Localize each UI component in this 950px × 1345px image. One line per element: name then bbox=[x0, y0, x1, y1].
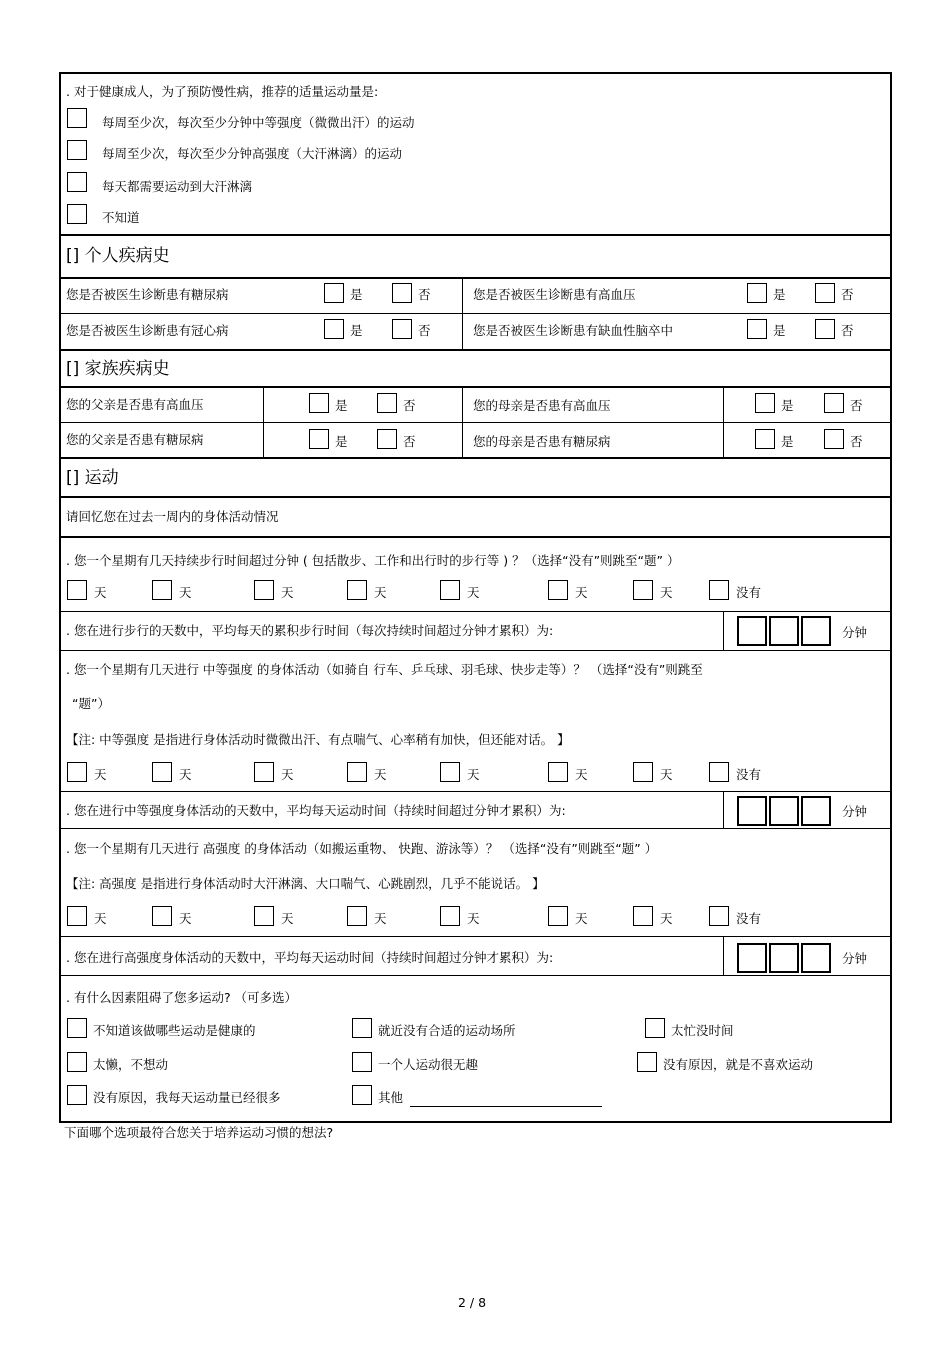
table-bottom-border bbox=[59, 1121, 892, 1123]
barrier-other-label: 其他 bbox=[378, 1090, 404, 1105]
day-label: 天 bbox=[94, 585, 107, 600]
day-checkbox[interactable] bbox=[440, 906, 460, 926]
day-label: 天 bbox=[179, 767, 192, 782]
day-checkbox[interactable] bbox=[67, 906, 87, 926]
no-label: 否 bbox=[403, 434, 416, 449]
no-checkbox[interactable] bbox=[392, 283, 412, 303]
father-diabetes-question: 您的父亲是否患有糖尿病 bbox=[66, 432, 204, 447]
table-top-border bbox=[59, 72, 892, 74]
none-label: 没有 bbox=[736, 767, 762, 782]
walk-time-question: . 您在进行步行的天数中，平均每天的累积步行时间（每次持续时间超过分钟才累积）为: bbox=[66, 623, 554, 638]
day-checkbox[interactable] bbox=[440, 580, 460, 600]
barrier-checkbox[interactable] bbox=[67, 1052, 87, 1072]
personal-stroke-question: 您是否被医生诊断患有缺血性脑卒中 bbox=[473, 323, 674, 338]
day-label: 天 bbox=[281, 767, 294, 782]
none-label: 没有 bbox=[736, 585, 762, 600]
row-divider bbox=[59, 650, 892, 651]
none-label: 没有 bbox=[736, 911, 762, 926]
barrier-label: 太懒，不想动 bbox=[93, 1057, 169, 1072]
walk-days-question: . 您一个星期有几天持续步行时间超过分钟 ( 包括散步、工作和出行时的步行等 ) ？（选择“没有”则跳至“题” ） bbox=[66, 553, 680, 568]
day-checkbox[interactable] bbox=[254, 580, 274, 600]
barriers-question: . 有什么因素阻碍了您多运动? （可多选） bbox=[66, 990, 298, 1005]
guideline-option-checkbox[interactable] bbox=[67, 204, 87, 224]
day-label: 天 bbox=[374, 911, 387, 926]
guideline-option-checkbox[interactable] bbox=[67, 172, 87, 192]
day-checkbox[interactable] bbox=[67, 580, 87, 600]
guideline-option-label: 每天都需要运动到大汗淋漓 bbox=[102, 179, 253, 194]
minutes-digit-box[interactable] bbox=[801, 796, 831, 826]
minutes-label: 分钟 bbox=[842, 951, 868, 966]
day-label: 天 bbox=[467, 767, 480, 782]
row-divider bbox=[59, 277, 892, 279]
day-label: 天 bbox=[575, 911, 588, 926]
column-divider bbox=[723, 611, 724, 650]
day-label: 天 bbox=[374, 585, 387, 600]
table-left-border bbox=[59, 72, 61, 1123]
minutes-label: 分钟 bbox=[842, 625, 868, 640]
day-label: 天 bbox=[660, 767, 673, 782]
personal-diabetes-question: 您是否被医生诊断患有糖尿病 bbox=[66, 287, 229, 302]
row-divider bbox=[59, 422, 892, 423]
row-divider bbox=[59, 457, 892, 459]
yes-label: 是 bbox=[773, 287, 786, 302]
row-divider bbox=[59, 828, 892, 829]
personal-hypertension-question: 您是否被医生诊断患有高血压 bbox=[473, 287, 636, 302]
moderate-note: 【注: 中等强度 是指进行身体活动时微微出汗、有点喘气、心率稍有加快，但还能对话。 】 bbox=[66, 732, 570, 747]
barrier-checkbox[interactable] bbox=[352, 1052, 372, 1072]
column-divider bbox=[462, 387, 463, 457]
no-label: 否 bbox=[850, 434, 863, 449]
day-checkbox[interactable] bbox=[440, 762, 460, 782]
yes-checkbox[interactable] bbox=[324, 319, 344, 339]
guideline-option-checkbox[interactable] bbox=[67, 108, 87, 128]
minutes-digit-box[interactable] bbox=[801, 943, 831, 973]
page-number: 2 / 8 bbox=[458, 1295, 487, 1310]
barrier-checkbox[interactable] bbox=[352, 1085, 372, 1105]
row-divider bbox=[59, 496, 892, 498]
next-question: 下面哪个选项最符合您关于培养运动习惯的想法? bbox=[64, 1125, 334, 1140]
day-checkbox[interactable] bbox=[152, 762, 172, 782]
column-divider bbox=[263, 387, 264, 457]
guideline-option-checkbox[interactable] bbox=[67, 140, 87, 160]
yes-label: 是 bbox=[335, 398, 348, 413]
barrier-label: 一个人运动很无趣 bbox=[378, 1057, 479, 1072]
minutes-digit-box[interactable] bbox=[769, 796, 799, 826]
no-checkbox[interactable] bbox=[392, 319, 412, 339]
barrier-checkbox[interactable] bbox=[67, 1085, 87, 1105]
no-checkbox[interactable] bbox=[377, 429, 397, 449]
yes-label: 是 bbox=[350, 323, 363, 338]
table-right-border bbox=[890, 72, 892, 1123]
minutes-digit-box[interactable] bbox=[769, 616, 799, 646]
row-divider bbox=[59, 536, 892, 538]
minutes-digit-box[interactable] bbox=[801, 616, 831, 646]
day-label: 天 bbox=[660, 585, 673, 600]
day-label: 天 bbox=[374, 767, 387, 782]
barrier-label: 没有原因，我每天运动量已经很多 bbox=[93, 1090, 281, 1105]
barrier-checkbox[interactable] bbox=[645, 1018, 665, 1038]
barrier-label: 没有原因，就是不喜欢运动 bbox=[663, 1057, 814, 1072]
barrier-label: 太忙没时间 bbox=[671, 1023, 734, 1038]
column-divider bbox=[723, 936, 724, 975]
row-divider bbox=[59, 791, 892, 792]
day-checkbox[interactable] bbox=[633, 906, 653, 926]
minutes-digit-box[interactable] bbox=[769, 943, 799, 973]
day-checkbox[interactable] bbox=[254, 906, 274, 926]
none-checkbox[interactable] bbox=[709, 906, 729, 926]
day-label: 天 bbox=[281, 585, 294, 600]
yes-checkbox[interactable] bbox=[309, 393, 329, 413]
no-checkbox[interactable] bbox=[815, 283, 835, 303]
guideline-option-label: 不知道 bbox=[102, 210, 140, 225]
no-label: 否 bbox=[841, 323, 854, 338]
yes-label: 是 bbox=[350, 287, 363, 302]
yes-checkbox[interactable] bbox=[747, 283, 767, 303]
no-label: 否 bbox=[841, 287, 854, 302]
column-divider bbox=[723, 387, 724, 457]
day-checkbox[interactable] bbox=[548, 906, 568, 926]
yes-label: 是 bbox=[335, 434, 348, 449]
barrier-other-input-line[interactable] bbox=[410, 1106, 602, 1107]
yes-label: 是 bbox=[773, 323, 786, 338]
yes-label: 是 bbox=[781, 398, 794, 413]
row-divider bbox=[59, 313, 892, 314]
day-checkbox[interactable] bbox=[548, 580, 568, 600]
yes-checkbox[interactable] bbox=[747, 319, 767, 339]
no-checkbox[interactable] bbox=[377, 393, 397, 413]
no-label: 否 bbox=[403, 398, 416, 413]
day-checkbox[interactable] bbox=[347, 906, 367, 926]
mother-hypertension-question: 您的母亲是否患有高血压 bbox=[473, 398, 611, 413]
day-checkbox[interactable] bbox=[633, 762, 653, 782]
barrier-label: 不知道该做哪些运动是健康的 bbox=[93, 1023, 256, 1038]
no-checkbox[interactable] bbox=[824, 429, 844, 449]
barrier-checkbox[interactable] bbox=[637, 1052, 657, 1072]
day-label: 天 bbox=[575, 767, 588, 782]
row-divider bbox=[59, 349, 892, 351]
day-checkbox[interactable] bbox=[633, 580, 653, 600]
barrier-checkbox[interactable] bbox=[352, 1018, 372, 1038]
day-label: 天 bbox=[179, 585, 192, 600]
day-checkbox[interactable] bbox=[254, 762, 274, 782]
day-label: 天 bbox=[94, 767, 107, 782]
family-history-title: [] 家族疾病史 bbox=[66, 359, 170, 379]
exercise-title: [] 运动 bbox=[66, 468, 119, 488]
vigorous-days-question: . 您一个星期有几天进行 高强度 的身体活动（如搬运重物、 快跑、游泳等）？ （选择“没有”则跳至“题” ） bbox=[66, 841, 658, 856]
none-checkbox[interactable] bbox=[709, 762, 729, 782]
row-divider bbox=[59, 386, 892, 388]
guideline-option-label: 每周至少次，每次至少分钟高强度（大汗淋漓）的运动 bbox=[102, 146, 403, 161]
row-divider bbox=[59, 611, 892, 612]
no-label: 否 bbox=[418, 287, 431, 302]
row-divider bbox=[59, 936, 892, 937]
day-checkbox[interactable] bbox=[548, 762, 568, 782]
minutes-digit-box[interactable] bbox=[737, 616, 767, 646]
row-divider bbox=[59, 234, 892, 236]
father-hypertension-question: 您的父亲是否患有高血压 bbox=[66, 397, 204, 412]
day-label: 天 bbox=[467, 585, 480, 600]
day-checkbox[interactable] bbox=[347, 580, 367, 600]
yes-checkbox[interactable] bbox=[324, 283, 344, 303]
day-label: 天 bbox=[94, 911, 107, 926]
day-checkbox[interactable] bbox=[152, 580, 172, 600]
day-checkbox[interactable] bbox=[67, 762, 87, 782]
none-checkbox[interactable] bbox=[709, 580, 729, 600]
row-divider bbox=[59, 975, 892, 976]
minutes-label: 分钟 bbox=[842, 804, 868, 819]
no-checkbox[interactable] bbox=[824, 393, 844, 413]
day-label: 天 bbox=[575, 585, 588, 600]
vigorous-note: 【注: 高强度 是指进行身体活动时大汗淋漓、大口喘气、心跳剧烈，几乎不能说话。 】 bbox=[66, 876, 545, 891]
personal-chd-question: 您是否被医生诊断患有冠心病 bbox=[66, 323, 229, 338]
moderate-time-question: . 您在进行中等强度身体活动的天数中，平均每天运动时间（持续时间超过分钟才累积）为: bbox=[66, 803, 566, 818]
day-label: 天 bbox=[179, 911, 192, 926]
no-checkbox[interactable] bbox=[815, 319, 835, 339]
no-label: 否 bbox=[418, 323, 431, 338]
guideline-option-label: 每周至少次，每次至少分钟中等强度（微微出汗）的运动 bbox=[102, 115, 415, 130]
barrier-label: 就近没有合适的运动场所 bbox=[378, 1023, 516, 1038]
yes-checkbox[interactable] bbox=[755, 429, 775, 449]
exercise-intro: 请回忆您在过去一周内的身体活动情况 bbox=[66, 509, 279, 524]
day-label: 天 bbox=[467, 911, 480, 926]
vigorous-time-question: . 您在进行高强度身体活动的天数中，平均每天运动时间（持续时间超过分钟才累积）为: bbox=[66, 950, 554, 965]
minutes-digit-box[interactable] bbox=[737, 943, 767, 973]
yes-checkbox[interactable] bbox=[755, 393, 775, 413]
guideline-question: . 对于健康成人，为了预防慢性病，推荐的适量运动量是: bbox=[66, 84, 379, 99]
day-checkbox[interactable] bbox=[347, 762, 367, 782]
column-divider bbox=[723, 791, 724, 828]
moderate-days-question-cont: “题”） bbox=[72, 696, 110, 711]
day-label: 天 bbox=[281, 911, 294, 926]
moderate-days-question: . 您一个星期有几天进行 中等强度 的身体活动（如骑自 行车、乒乓球、羽毛球、快步走等）？ （选择“没有”则跳至 bbox=[66, 662, 703, 677]
day-checkbox[interactable] bbox=[152, 906, 172, 926]
day-label: 天 bbox=[660, 911, 673, 926]
minutes-digit-box[interactable] bbox=[737, 796, 767, 826]
personal-history-title: [] 个人疾病史 bbox=[66, 246, 170, 266]
yes-checkbox[interactable] bbox=[309, 429, 329, 449]
yes-label: 是 bbox=[781, 434, 794, 449]
column-divider bbox=[462, 278, 463, 349]
no-label: 否 bbox=[850, 398, 863, 413]
barrier-checkbox[interactable] bbox=[67, 1018, 87, 1038]
mother-diabetes-question: 您的母亲是否患有糖尿病 bbox=[473, 434, 611, 449]
